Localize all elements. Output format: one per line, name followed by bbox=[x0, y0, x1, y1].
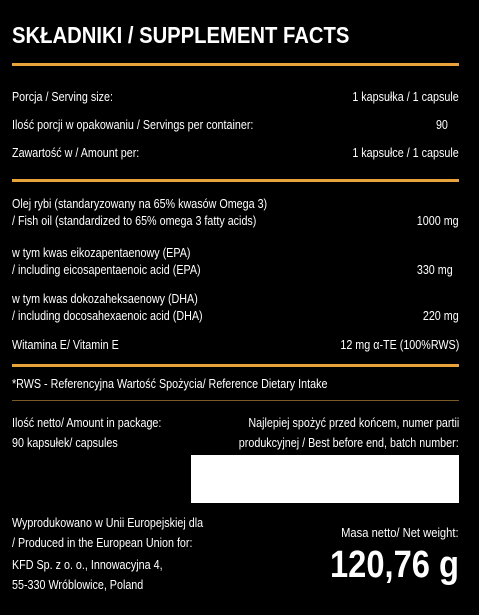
accent-divider-top bbox=[12, 63, 459, 66]
fish-oil-label-en: / Fish oil (standardized to 65% omega 3 fatty acids) bbox=[12, 214, 257, 228]
producer-line-1: Wyprodukowano w Unii Europejskiej dla bbox=[12, 516, 204, 530]
amount-per-label: Zawartość w / Amount per: bbox=[12, 146, 140, 160]
net-weight-label: Masa netto/ Net weight: bbox=[341, 525, 459, 540]
vitamin-e-label: Witamina E/ Vitamin E bbox=[12, 338, 119, 352]
dha-label-pl: w tym kwas dokozaheksaenowy (DHA) bbox=[12, 292, 198, 306]
net-weight-value: 120,76 g bbox=[330, 544, 459, 586]
producer-line-2: / Produced in the European Union for: bbox=[12, 536, 193, 550]
best-before-label-line2: produkcyjnej / Best before end, batch number: bbox=[239, 436, 459, 450]
epa-row bbox=[12, 246, 459, 278]
dha-row bbox=[12, 292, 459, 324]
net-amount-label: Ilość netto/ Amount in package: bbox=[12, 416, 162, 430]
dha-value: 220 mg bbox=[423, 309, 459, 323]
dha-label-en: / including docosahexaenoic acid (DHA) bbox=[12, 309, 203, 323]
net-amount-value: 90 kapsułek/ capsules bbox=[12, 436, 118, 450]
thin-divider bbox=[12, 400, 459, 401]
serving-size-value: 1 kapsułka / 1 capsule bbox=[352, 90, 459, 104]
fish-oil-label-pl: Olej rybi (standaryzowany na 65% kwasów Omega 3) bbox=[12, 197, 268, 211]
servings-per-container-label: Ilość porcji w opakowaniu / Servings per container: bbox=[12, 118, 254, 132]
serving-size-label: Porcja / Serving size: bbox=[12, 90, 113, 104]
fish-oil-value: 1000 mg bbox=[417, 214, 459, 228]
epa-value: 330 mg bbox=[417, 263, 453, 277]
rws-footnote: *RWS - Referencyjna Wartość Spożycia/ Reference Dietary Intake bbox=[12, 377, 328, 391]
batch-number-box bbox=[191, 455, 459, 503]
epa-label-pl: w tym kwas eikozapentaenowy (EPA) bbox=[12, 246, 191, 260]
accent-divider-middle bbox=[12, 179, 459, 182]
amount-per-value: 1 kapsułce / 1 capsule bbox=[352, 146, 459, 160]
vitamin-e-value: 12 mg α-TE (100%RWS) bbox=[340, 338, 459, 352]
servings-per-container-value: 90 bbox=[436, 118, 448, 132]
producer-line-3: KFD Sp. z o. o., Innowacyjna 4, bbox=[12, 558, 163, 572]
fish-oil-row bbox=[12, 197, 459, 229]
page-title: SKŁADNIKI / SUPPLEMENT FACTS bbox=[12, 22, 350, 48]
best-before-label-line1: Najlepiej spożyć przed końcem, numer partii bbox=[248, 416, 459, 430]
epa-label-en: / including eicosapentaenoic acid (EPA) bbox=[12, 263, 201, 277]
producer-line-4: 55-330 Wróblowice, Poland bbox=[12, 578, 144, 592]
accent-divider-bottom bbox=[12, 364, 459, 367]
